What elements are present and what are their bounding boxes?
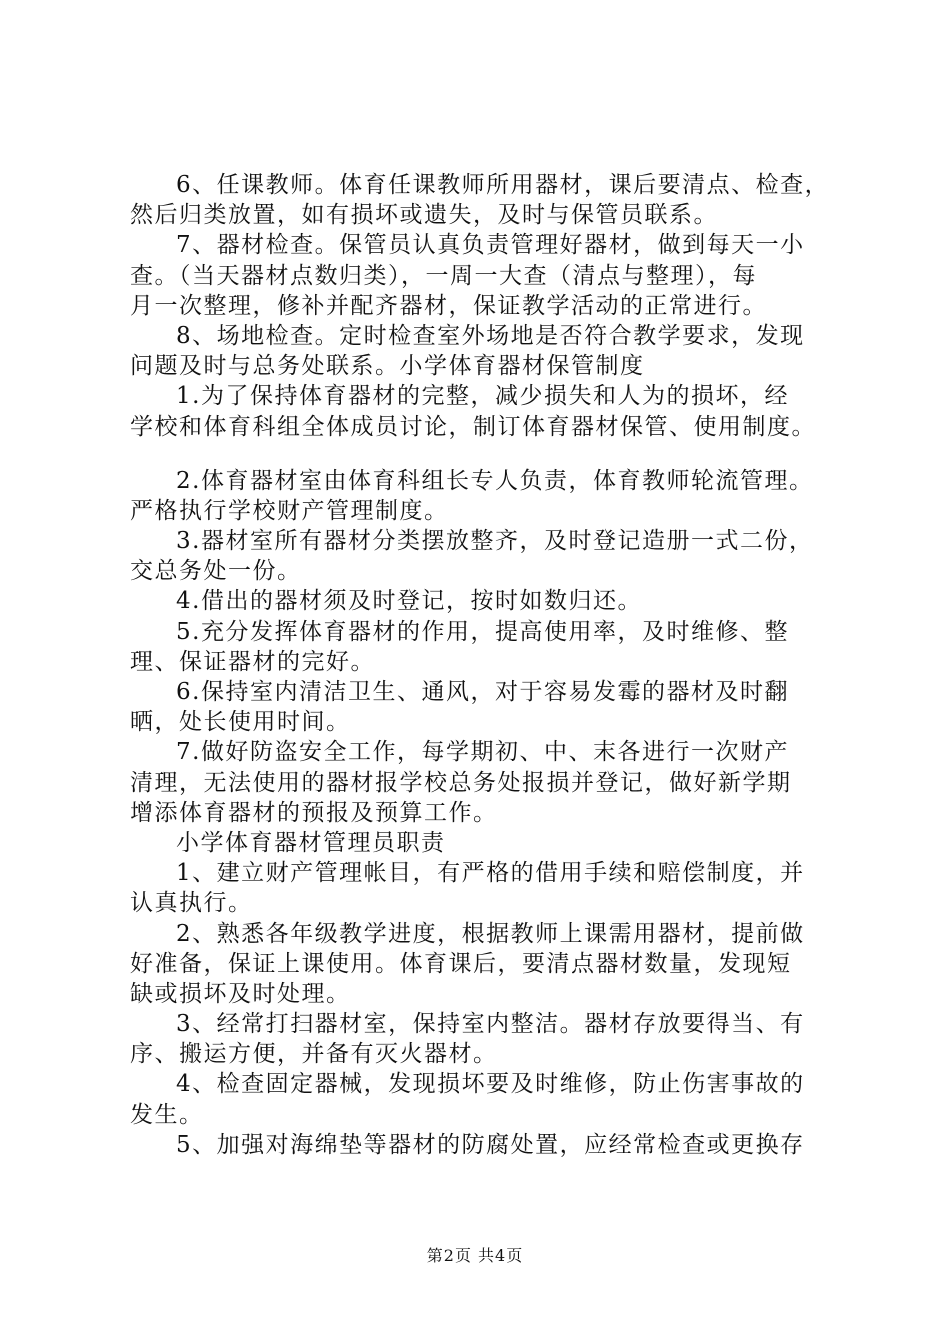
paragraph-line: 理、保证器材的完好。 bbox=[130, 648, 375, 675]
paragraph-line: 严格执行学校财产管理制度。 bbox=[130, 497, 449, 524]
document-body bbox=[130, 170, 860, 1160]
paragraph-line: 1.为了保持体育器材的完整，减少损失和人为的损坏，经 bbox=[176, 383, 789, 410]
paragraph-line: 7、器材检查。保管员认真负责管理好器材，做到每天一小 bbox=[176, 232, 805, 259]
paragraph-line: 8、场地检查。定时检查室外场地是否符合教学要求，发现 bbox=[176, 322, 805, 349]
paragraph-line: 3、经常打扫器材室，保持室内整洁。器材存放要得当、有 bbox=[176, 1011, 805, 1038]
paragraph-line: 6、任课教师。体育任课教师所用器材，课后要清点、检查， bbox=[176, 172, 830, 198]
section-heading: 小学体育器材管理员职责 bbox=[176, 829, 446, 856]
paragraph-line: 查。（当天器材点数归类），一周一大查（清点与整理），每 bbox=[130, 262, 757, 289]
paragraph-line: 6.保持室内清洁卫生、通风，对于容易发霉的器材及时翻 bbox=[176, 679, 789, 705]
paragraph-line: 4.借出的器材须及时登记，按时如数归还。 bbox=[176, 588, 642, 615]
paragraph-line: 序、搬运方便，并备有灭火器材。 bbox=[130, 1041, 498, 1068]
paragraph-line: 5.充分发挥体育器材的作用，提高使用率，及时维修、整 bbox=[176, 618, 789, 645]
paragraph-gap bbox=[130, 442, 860, 466]
paragraph-line: 学校和体育科组全体成员讨论，制订体育器材保管、使用制度。 bbox=[130, 413, 816, 440]
paragraph-line: 缺或损坏及时处理。 bbox=[130, 980, 351, 1007]
paragraph-line: 1、建立财产管理帐目，有严格的借用手续和赔偿制度，并 bbox=[176, 860, 805, 887]
page-footer: 第2页 共4页 bbox=[426, 1246, 524, 1265]
paragraph-line: 2.体育器材室由体育科组长专人负责，体育教师轮流管理。 bbox=[176, 467, 814, 494]
paragraph-line: 好准备，保证上课使用。体育课后，要清点器材数量，发现短 bbox=[130, 950, 792, 977]
paragraph-line: 月一次整理，修补并配齐器材，保证教学活动的正常进行。 bbox=[130, 292, 767, 319]
paragraph-line: 问题及时与总务处联系。小学体育器材保管制度 bbox=[130, 353, 645, 380]
paragraph-line: 交总务处一份。 bbox=[130, 558, 302, 585]
paragraph-line: 认真执行。 bbox=[130, 890, 253, 917]
paragraph-line: 2、熟悉各年级教学进度，根据教师上课需用器材，提前做 bbox=[176, 920, 805, 947]
paragraph-line: 4、检查固定器械，发现损坏要及时维修，防止伤害事故的 bbox=[176, 1071, 805, 1098]
paragraph-line: 5、加强对海绵垫等器材的防腐处置，应经常检查或更换存 bbox=[176, 1131, 805, 1158]
paragraph-line: 晒，处长使用时间。 bbox=[130, 709, 351, 736]
paragraph-line: 增添体育器材的预报及预算工作。 bbox=[130, 799, 498, 826]
paragraph-line: 发生。 bbox=[130, 1101, 204, 1128]
paragraph-line: 清理，无法使用的器材报学校总务处报损并登记，做好新学期 bbox=[130, 769, 792, 796]
paragraph-line: 7.做好防盗安全工作，每学期初、中、末各进行一次财产 bbox=[176, 739, 789, 766]
paragraph-line: 3.器材室所有器材分类摆放整齐，及时登记造册一式二份， bbox=[176, 528, 814, 555]
paragraph-line: 然后归类放置，如有损坏或遗失，及时与保管员联系。 bbox=[130, 202, 718, 229]
